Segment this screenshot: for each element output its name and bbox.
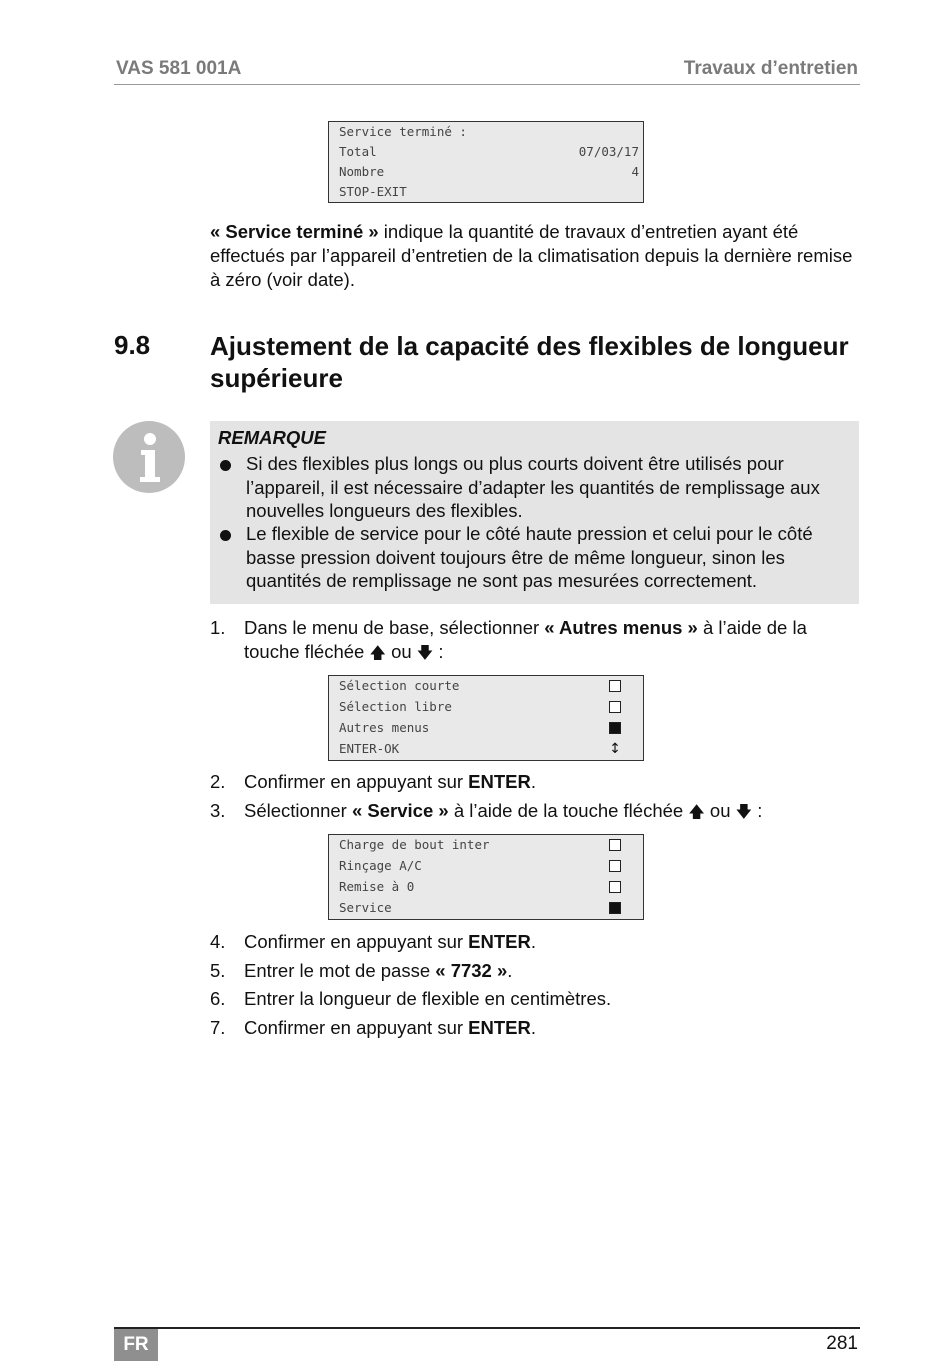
- lcd-service-done: [328, 121, 644, 203]
- lcd-row: Total 07/03/17: [339, 144, 639, 159]
- checkbox-empty-icon: [609, 860, 621, 872]
- arrow-down-icon: 🡇: [735, 804, 753, 821]
- step-1: 1. Dans le menu de base, sélectionner « Autres menus » à l’aide de la touche fléchée 🡅 ou 🡇 :: [210, 617, 807, 662]
- lcd-row: Sélection libre: [339, 697, 639, 717]
- bullet-dot-icon: [220, 460, 231, 471]
- step-7: 7. Confirmer en appuyant sur ENTER.: [210, 1017, 537, 1038]
- lcd-main-menu: [328, 675, 644, 761]
- checkbox-empty-icon: [609, 839, 621, 851]
- lcd-row: Rinçage A/C: [339, 856, 639, 876]
- lcd-row: Remise à 0: [339, 877, 639, 897]
- step-3: 3. Sélectionner « Service » à l’aide de la touche fléchée 🡅 ou 🡇 :: [210, 800, 763, 821]
- note-box: [210, 421, 859, 604]
- section-number: 9.8: [114, 330, 151, 360]
- note-title: REMARQUE: [218, 427, 326, 448]
- doc-code: VAS 581 001A: [116, 58, 242, 79]
- header-divider: [114, 84, 860, 85]
- lcd-row: Charge de bout inter: [339, 835, 639, 855]
- lcd-service-menu: [328, 834, 644, 920]
- bullet-dot-icon: [220, 530, 231, 541]
- checkbox-empty-icon: [609, 881, 621, 893]
- lcd-row: Sélection courte: [339, 676, 639, 696]
- lcd-row: Nombre 4: [339, 164, 639, 179]
- lcd-row: Autres menus: [339, 718, 639, 738]
- note-bullet: Si des flexibles plus longs ou plus courts doivent être utilisés pour l’appareil, il est nécessaire d’adapter les quantités de remplissage aux nouvelles longueurs des flexibles.: [218, 452, 848, 523]
- step-6: 6. Entrer la longueur de flexible en centimètres.: [210, 988, 612, 1009]
- arrow-down-icon: 🡇: [416, 645, 434, 662]
- checkbox-filled-icon: [609, 722, 621, 734]
- arrow-up-icon: 🡅: [688, 804, 705, 821]
- lcd-row: ENTER-OK ↕: [339, 741, 621, 757]
- lcd-row: STOP-EXIT: [339, 184, 407, 199]
- lcd-row: Service: [339, 898, 639, 918]
- note-bullet: Le flexible de service pour le côté haute pression et celui pour le côté basse pression doivent toujours être de même longueur, sinon les quantités de remplissage ne sont pas mesurées correctement.: [218, 522, 848, 593]
- up-down-arrow-icon: ↕: [609, 741, 621, 757]
- arrow-up-icon: 🡅: [369, 645, 386, 662]
- chapter-title: Travaux d’entretien: [683, 58, 858, 79]
- page-number: 281: [826, 1333, 858, 1354]
- step-5: 5. Entrer le mot de passe « 7732 ».: [210, 960, 513, 981]
- intro-paragraph: « Service terminé » indique la quantité de travaux d’entretien ayant été effectués par l’appareil d’entretien de la climatisation depuis la dernière remise à zéro (voir date).: [210, 221, 853, 290]
- checkbox-empty-icon: [609, 701, 621, 713]
- checkbox-empty-icon: [609, 680, 621, 692]
- step-4: 4. Confirmer en appuyant sur ENTER.: [210, 931, 537, 952]
- lcd-row: Service terminé :: [339, 124, 467, 139]
- language-badge: FR: [114, 1329, 158, 1361]
- footer-divider: [114, 1327, 860, 1329]
- info-icon: [113, 421, 185, 493]
- section-title: Ajustement de la capacité des flexibles de longueur supérieure: [210, 331, 849, 393]
- step-2: 2. Confirmer en appuyant sur ENTER.: [210, 771, 537, 792]
- checkbox-filled-icon: [609, 902, 621, 914]
